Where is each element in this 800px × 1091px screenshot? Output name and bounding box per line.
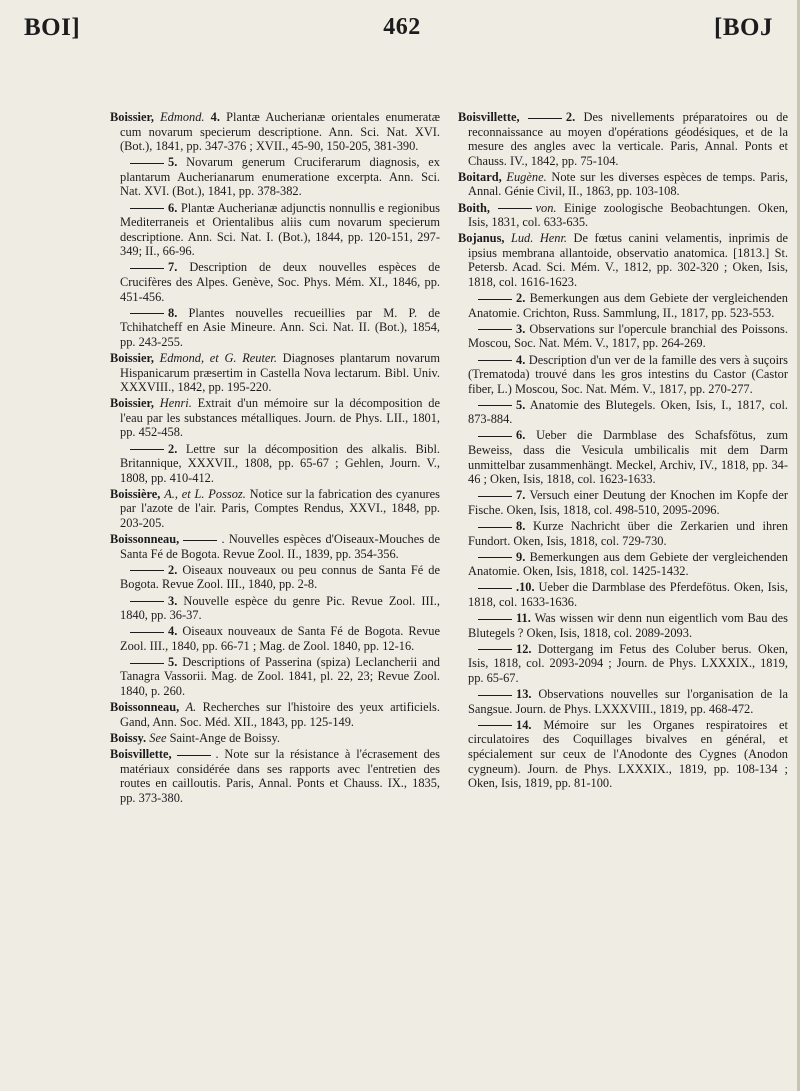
page-header xyxy=(0,14,800,54)
entry-number: 13. xyxy=(516,687,532,702)
ditto-dash xyxy=(478,405,512,406)
ditto-dash xyxy=(183,540,217,541)
entry-text: Oiseaux nouveaux de Santa Fé de Bogota. Revue Zool. III., 1840, pp. 66-71 ; Mag. de Zool. 1840, pp. 12-16. xyxy=(120,624,440,653)
sub-entry xyxy=(110,201,440,259)
entry-author: Boissier, xyxy=(110,351,154,365)
ditto-dash xyxy=(478,329,512,330)
entry-text: Lettre sur la décomposition des alkalis. Bibl. Britannique, XXXVII., 1808, pp. 65-67 ; Gehlen, Journ. V., 1808, pp. 410-412. xyxy=(120,441,440,485)
sub-entry xyxy=(458,322,788,351)
sub-entry xyxy=(110,442,440,486)
ditto-dash xyxy=(478,557,512,558)
ditto-dash xyxy=(478,725,512,726)
entry-number: 8. xyxy=(168,305,178,320)
sub-entry xyxy=(458,611,788,640)
right-column xyxy=(458,110,788,792)
entry-text: Diagnoses plantarum novarum Hispanicarum præsertim in Castella Nova lectarum. Bibl. Univ. XXXVIII., 1842, pp. 195-220. xyxy=(120,351,440,395)
bibliography-entry xyxy=(110,747,440,805)
entry-number: .10. xyxy=(516,580,535,595)
ditto-dash xyxy=(478,299,512,300)
sub-entry xyxy=(458,488,788,517)
entry-text: Oiseaux nouveaux ou peu connus de Santa Fé de Bogota. Revue Zool. III., 1840, pp. 2-8. xyxy=(120,562,440,592)
entry-text: Mémoire sur les Organes respiratoires et circulatoires des Coquillages bivalves en général, et spécialement sur ceux de l'Anodonte des Cygnes (Anodon cygneum). Journ. de Phys. LXXXIX., 1819, pp. 108-134 ; Oken, Isis, 1819, pp. 81-100. xyxy=(468,717,788,791)
bibliography-entry xyxy=(110,396,440,440)
entry-text: Saint-Ange de Boissy. xyxy=(169,730,280,745)
entry-text: . Note sur la résistance à l'écrasement des matériaux considérée dans ses rapports avec l'entretien des routes en cailloutis. Paris, Annal. Ponts et Chauss. IX., 1835, pp. 373-380. xyxy=(120,746,440,805)
ditto-dash xyxy=(478,619,512,620)
entry-text: Plantes nouvelles recueillies par M. P. de Tchihatcheff en Asie Mineure. Ann. Sci. Nat. II. (Bot.), 1854, pp. 243-255. xyxy=(120,305,440,349)
entry-number: 12. xyxy=(516,641,532,656)
entry-number: 2. xyxy=(565,110,576,124)
entry-text: Des nivellements préparatoires ou de reconnaissance au moyen d'opérations géodésiques, et de la mesure des angles avec la verticale. Paris, Annal. Ponts et Chauss. IV., 1842, pp. 75-104. xyxy=(468,110,788,168)
entry-text: . Nouvelles espèces d'Oiseaux-Mouches de Santa Fé de Bogota. Revue Zool. II., 1839, pp. 354-356. xyxy=(120,532,440,561)
entry-number: 3. xyxy=(168,593,178,608)
entry-number: 2. xyxy=(516,291,526,306)
entry-forename: Edmond, xyxy=(159,351,205,365)
entry-text: Kurze Nachricht über die Zerkarien und ihren Fundort. Oken, Isis, 1818, col. 729-730. xyxy=(468,519,788,548)
entry-number: 5. xyxy=(516,397,526,412)
entry-number: 4. xyxy=(210,110,220,124)
entry-text: Novarum generum Cruciferarum diagnosis, ex plantarum Aucherianarum enumeratione excerpta. Ann. Sci. Nat. XVI. (Bot.), 1841, pp. 378-382. xyxy=(120,155,440,199)
entry-text: Notice sur la fabrication des cyanures par l'azote de l'air. Paris, Comptes Rendus, XXVI., 1848, pp. 203-205. xyxy=(120,486,440,531)
bibliography-entry xyxy=(458,201,788,230)
ditto-dash xyxy=(478,649,512,650)
entry-author: Boitard, xyxy=(458,169,502,184)
sub-entry xyxy=(110,655,440,699)
entry-number: 3. xyxy=(516,321,526,336)
bibliography-entry xyxy=(458,170,788,199)
entry-number: 14. xyxy=(516,717,532,732)
entry-coauthor: et L. Possoz. xyxy=(181,486,246,501)
entry-text: Ueber die Darmblase des Schafsfötus, zum Beweiss, dass die Vesicula umbilicalis mit dem Darm unmittelbar zusammenhängt. Meckel, Archiv, IV., 1818, pp. 34-46 ; Oken, Isis, 1818, col. 1623-1633. xyxy=(468,428,788,487)
sub-entry xyxy=(458,550,788,579)
entry-coauthor: et G. Reuter. xyxy=(209,351,277,365)
ditto-dash xyxy=(130,313,164,314)
entry-text: Einige zoologische Beobachtungen. Oken, Isis, 1831, col. 633-635. xyxy=(468,200,788,230)
entry-text: Ueber die Darmblase des Pferdefötus. Oken, Isis, 1818, col. 1633-1636. xyxy=(468,580,788,609)
entry-author: Boissier, xyxy=(110,396,154,411)
entry-forename: A., xyxy=(164,486,178,501)
entry-author: Boissy. xyxy=(110,730,147,745)
entry-author: Boisvillette, xyxy=(458,110,520,124)
sub-entry xyxy=(458,291,788,320)
entry-text: Description d'un ver de la famille des vers à suçoirs (Trematoda) trouvé dans les gros intestins du Castor (Castor fiber, L.) Moscou, Soc. Nat. Mém. V., 1817, pp. 270-277. xyxy=(468,352,788,396)
bibliography-entry xyxy=(458,231,788,289)
entry-author: Bojanus, xyxy=(458,231,505,246)
ditto-dash xyxy=(130,663,164,664)
bibliography-entry xyxy=(110,700,440,729)
entry-text: Plantæ Aucherianæ orientales enumeratæ cum novarum specierum descriptione. Ann. Sci. Nat. XVI. (Bot.), 1841, pp. 347-376 ; XVII., 45-90, 150-205, 381-390. xyxy=(120,110,440,154)
ditto-dash xyxy=(478,695,512,696)
entry-number: 8. xyxy=(516,519,526,534)
bibliography-entry xyxy=(458,110,788,168)
bibliography-entry xyxy=(110,731,440,746)
ditto-dash xyxy=(478,436,512,437)
entry-text: Was wissen wir denn nun eigentlich vom Bau des Blutegels ? Oken, Isis, 1818, col. 2089-2093. xyxy=(468,611,788,640)
entry-number: 4. xyxy=(516,352,526,367)
entry-text: Observations nouvelles sur l'organisation de la Sangsue. Journ. de Phys. LXXXVIII., 1819, pp. 468-472. xyxy=(468,687,788,716)
sub-entry xyxy=(110,594,440,623)
ditto-dash xyxy=(498,208,532,209)
entry-number: 2. xyxy=(168,562,178,577)
entry-number: 7. xyxy=(168,260,178,275)
entry-text: Versuch einer Deutung der Knochen im Kopfe der Fische. Oken, Isis, 1818, col. 498-510, 2095-2096. xyxy=(468,488,788,517)
sub-entry xyxy=(110,260,440,304)
entry-forename: Edmond. xyxy=(160,110,205,124)
bibliography-entry xyxy=(110,487,440,531)
entry-author: Boissonneau, xyxy=(110,700,180,715)
ditto-dash xyxy=(130,570,164,571)
ditto-dash xyxy=(478,360,512,361)
entry-forename: von. xyxy=(535,200,557,215)
sub-entry xyxy=(458,398,788,427)
entry-forename: See xyxy=(149,730,167,745)
ditto-dash xyxy=(177,755,211,756)
entry-text: De fœtus canini velamentis, inprimis de ipsius membrana allantoide, observatio anatomica. [1813.] St. Petersb. Acad. Sci. Mém. V., 1812, pp. 302-320 ; Oken, Isis, 1818, col. 1616-1623. xyxy=(468,231,788,290)
entry-author: Boisvillette, xyxy=(110,746,172,761)
header-range-left: BOI] xyxy=(24,14,81,41)
entry-text: Recherches sur l'histoire des yeux artificiels. Gand, Ann. Soc. Méd. XII., 1843, pp. 125-149. xyxy=(120,700,440,729)
entry-number: 6. xyxy=(516,428,526,443)
ditto-dash xyxy=(478,527,512,528)
entry-text: Description de deux nouvelles espèces de Crucifères des Alpes. Genève, Soc. Phys. Mém. XI., 1846, pp. 451-456. xyxy=(120,260,440,304)
ditto-dash xyxy=(130,163,164,164)
ditto-dash xyxy=(130,632,164,633)
bibliography-entry xyxy=(110,110,440,154)
entry-number: 9. xyxy=(516,549,526,564)
entry-number: 7. xyxy=(516,488,526,503)
entry-text: Dottergang im Fetus des Coluber berus. Oken, Isis, 1818, col. 2093-2094 ; Journ. de Phys. LXXXIX., 1819, pp. 65-67. xyxy=(468,641,788,685)
entry-text: Extrait d'un mémoire sur la décomposition de l'eau par les substances métalliques. Journ. de Phys. LII., 1801, pp. 452-458. xyxy=(120,396,440,440)
ditto-dash xyxy=(130,208,164,209)
entry-forename: Eugène. xyxy=(506,169,547,184)
entry-number: 5. xyxy=(168,155,178,170)
ditto-dash xyxy=(130,449,164,450)
entry-number: 11. xyxy=(516,611,531,626)
page-number: 462 xyxy=(383,14,421,40)
entry-text: Note sur les diverses espèces de temps. Paris, Annal. Génie Civil, II., 1863, pp. 103-108. xyxy=(468,169,788,199)
entry-text: Bemerkungen aus dem Gebiete der vergleichenden Anatomie. Crichton, Russ. Sammlung, II., 1817, pp. 523-553. xyxy=(468,291,788,320)
entry-forename: Lud. Henr. xyxy=(510,231,568,246)
ditto-dash xyxy=(528,118,562,119)
bibliography-entry xyxy=(110,351,440,395)
sub-entry xyxy=(458,718,788,791)
entry-forename: A. xyxy=(185,700,197,715)
sub-entry xyxy=(458,519,788,548)
entry-text: Nouvelle espèce du genre Pic. Revue Zool. III., 1840, pp. 36-37. xyxy=(120,593,440,623)
entry-author: Boissier, xyxy=(110,110,154,124)
entry-text: Descriptions of Passerina (spiza) Leclancherii and Tanagra Vassorii. Mag. de Zool. 1841, pl. 22, 23; Revue Zool. 1840, p. 260. xyxy=(120,654,440,699)
entry-author: Boissonneau, xyxy=(110,532,180,547)
entry-number: 4. xyxy=(168,624,178,639)
entry-text: Plantæ Aucherianæ adjunctis nonnullis e regionibus Mediterraneis et Orientalibus aliis cum novarum specierum descriptione. Ann. Sci. Nat. I. (Bot.), 1844, pp. 120-151, 297-349; II., 66-96. xyxy=(120,200,440,259)
sub-entry xyxy=(458,687,788,716)
sub-entry xyxy=(110,563,440,592)
header-range-right: [BOJ xyxy=(714,14,773,41)
entry-text: Bemerkungen aus dem Gebiete der vergleichenden Anatomie. Oken, Isis, 1818, col. 1425-1432. xyxy=(468,549,788,579)
ditto-dash xyxy=(478,588,512,589)
entry-number: 6. xyxy=(168,200,178,215)
entry-text: Anatomie des Blutegels. Oken, Isis, I., 1817, col. 873-884. xyxy=(468,397,788,427)
entry-author: Boissière, xyxy=(110,486,161,501)
entry-number: 2. xyxy=(168,441,178,456)
sub-entry xyxy=(458,642,788,686)
entry-author: Boith, xyxy=(458,200,491,215)
sub-entry xyxy=(110,155,440,199)
ditto-dash xyxy=(478,496,512,497)
ditto-dash xyxy=(130,601,164,602)
entry-forename: Henri. xyxy=(159,396,192,411)
bibliography-entry xyxy=(110,532,440,561)
entry-text: Observations sur l'opercule branchial des Poissons. Moscou, Soc. Nat. Mém. V., 1817, pp. 264-269. xyxy=(468,321,788,351)
ditto-dash xyxy=(130,268,164,269)
sub-entry xyxy=(110,624,440,653)
sub-entry xyxy=(110,306,440,350)
left-column xyxy=(110,110,440,807)
sub-entry xyxy=(458,428,788,486)
sub-entry xyxy=(458,580,788,609)
sub-entry xyxy=(458,353,788,397)
entry-number: 5. xyxy=(168,654,178,669)
